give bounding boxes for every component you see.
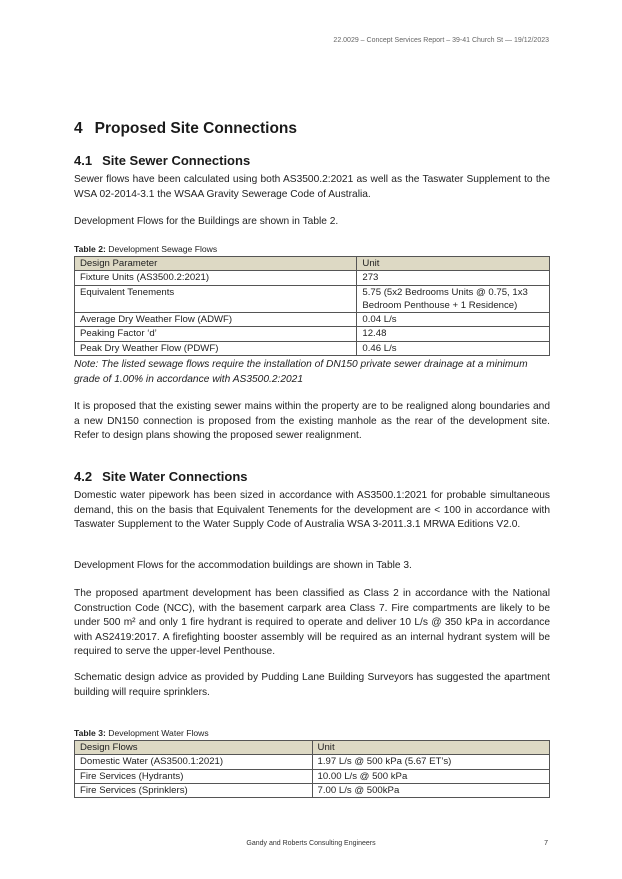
table-cell: Peak Dry Weather Flow (PDWF) bbox=[75, 341, 357, 355]
table-row bbox=[75, 327, 550, 341]
table-cell: 273 bbox=[357, 271, 550, 285]
table-cell: Fire Services (Sprinklers) bbox=[75, 783, 313, 797]
table-cell: Equivalent Tenements bbox=[75, 285, 357, 313]
table-3-caption-text: Development Water Flows bbox=[105, 728, 209, 738]
table-2-caption-label: Table 2: bbox=[74, 244, 106, 254]
table-row bbox=[75, 271, 550, 285]
table-cell: 10.00 L/s @ 500 kPa bbox=[312, 769, 549, 783]
page-number: 7 bbox=[544, 840, 548, 847]
table-3-caption-label: Table 3: bbox=[74, 728, 106, 738]
page-footer: Gandy and Roberts Consulting Engineers bbox=[246, 840, 376, 847]
table-2-caption bbox=[74, 244, 217, 254]
table-header-cell: Unit bbox=[357, 257, 550, 271]
table-cell: 0.46 L/s bbox=[357, 341, 550, 355]
water-flows-table bbox=[74, 740, 550, 798]
section-number: 4 bbox=[74, 120, 83, 137]
table-header-cell: Design Parameter bbox=[75, 257, 357, 271]
table-header-row bbox=[75, 257, 550, 271]
table-header-cell: Design Flows bbox=[75, 741, 313, 755]
sewage-flows-table bbox=[74, 256, 550, 356]
table-header-row bbox=[75, 741, 550, 755]
table-cell: Domestic Water (AS3500.1:2021) bbox=[75, 755, 313, 769]
table-row bbox=[75, 783, 550, 797]
sewer-paragraph-2: Development Flows for the Buildings are shown in Table 2. bbox=[74, 216, 339, 227]
table-cell: 7.00 L/s @ 500kPa bbox=[312, 783, 549, 797]
table-row bbox=[75, 313, 550, 327]
table-row bbox=[75, 769, 550, 783]
table-header-cell: Unit bbox=[312, 741, 549, 755]
water-heading bbox=[74, 469, 248, 484]
table-3-caption bbox=[74, 728, 209, 738]
table-cell: Fixture Units (AS3500.2:2021) bbox=[75, 271, 357, 285]
table-2-caption-text: Development Sewage Flows bbox=[105, 244, 218, 254]
table-cell: 0.04 L/s bbox=[357, 313, 550, 327]
sewer-section-title: Site Sewer Connections bbox=[102, 153, 251, 168]
sewer-note: Note: The listed sewage flows require the installation of DN150 private sewer drainage at a minimum grade of 1.00% in accordance with AS3500.2:2021 bbox=[74, 359, 528, 385]
table-row bbox=[75, 755, 550, 769]
sewer-heading bbox=[74, 153, 250, 168]
table-cell: 5.75 (5x2 Bedrooms Units @ 0.75, 1x3 Bedroom Penthouse + 1 Residence) bbox=[357, 285, 550, 313]
water-paragraph-4: Schematic design advice as provided by Pudding Lane Building Surveyors has suggested the apartment building will require sprinklers. bbox=[74, 672, 550, 698]
table-cell: Peaking Factor ‘d’ bbox=[75, 327, 357, 341]
table-row bbox=[75, 341, 550, 355]
water-section-title: Site Water Connections bbox=[102, 469, 248, 484]
page-header: 22.0029 – Concept Services Report – 39-41 Church St — 19/12/2023 bbox=[333, 37, 549, 44]
section-title: Proposed Site Connections bbox=[94, 120, 298, 137]
water-paragraph-2: Development Flows for the accommodation buildings are shown in Table 3. bbox=[74, 560, 412, 571]
section-heading bbox=[74, 120, 297, 138]
sewer-section-number: 4.1 bbox=[74, 153, 93, 168]
sewer-paragraph-3: It is proposed that the existing sewer mains within the property are to be realigned along boundaries and a new DN150 connection is proposed from the existing manhole as the rear of the development site. Refer to design plans showing the proposed sewer realignment. bbox=[74, 401, 550, 441]
water-paragraph-1: Domestic water pipework has been sized in accordance with AS3500.1:2021 for probable simultaneous demand, this on the basis that Equivalent Tenements for the development are < 100 in accordance with Taswater Supplement to the Water Supply Code of Australia WSA 3-2011.3.1 MRWA Editions V2.0. bbox=[74, 490, 550, 530]
water-section-number: 4.2 bbox=[74, 469, 93, 484]
table-cell: 1.97 L/s @ 500 kPa (5.67 ET’s) bbox=[312, 755, 549, 769]
water-paragraph-3: The proposed apartment development has been classified as Class 2 in accordance with the National Construction Code (NCC), with the basement carpark area Class 7. Fire compartments are likely to be under 500 m² and only 1 fire hydrant is required to operate and deliver 10 L/s @ 350 kPa in accordance with AS2419:2017. A firefighting booster assembly will be required as an internal hydrant system will be required to serve the upper-level Penthouse. bbox=[74, 588, 550, 657]
sewer-paragraph-1: Sewer flows have been calculated using both AS3500.2:2021 as well as the Taswater Supplement to the WSA 02-2014-3.1 the WSAA Gravity Sewerage Code of Australia. bbox=[74, 174, 550, 200]
table-cell: Fire Services (Hydrants) bbox=[75, 769, 313, 783]
table-row bbox=[75, 285, 550, 313]
table-cell: Average Dry Weather Flow (ADWF) bbox=[75, 313, 357, 327]
table-cell: 12.48 bbox=[357, 327, 550, 341]
